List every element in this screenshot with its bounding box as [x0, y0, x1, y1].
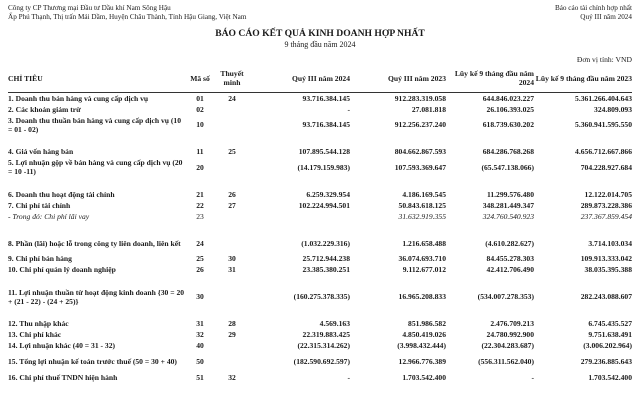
row-ytd-2023: 289.873.228.386 — [580, 200, 632, 210]
row-item: 7. Chi phí tài chính — [8, 200, 71, 210]
row-ytd-2024: 42.412.706.490 — [486, 265, 534, 275]
row-note — [214, 287, 250, 307]
table-row — [8, 372, 632, 383]
row-item: 15. Tổng lợi nhuận kế toán trước thuế (50 = 30 + 40) — [8, 357, 177, 366]
table-row — [8, 329, 632, 340]
row-q3-2023: 12.966.776.389 — [398, 357, 446, 366]
row-ytd-2024: (65.547.138.066) — [481, 162, 534, 172]
row-q3-2024 — [250, 211, 350, 222]
row-ytd-2023: 704.228.927.684 — [580, 162, 632, 172]
row-ytd-2024: (556.311.562.040) — [478, 357, 534, 366]
row-q3-2024: 22.319.883.425 — [302, 330, 350, 340]
table-row — [8, 188, 632, 199]
row-note: 26 — [228, 189, 236, 199]
row-ytd-2023: 237.367.859.454 — [580, 211, 632, 221]
row-ytd-2024: (534.007.278.353) — [477, 292, 534, 302]
row-code: 25 — [196, 254, 204, 264]
row-q3-2023: 912.256.237.240 — [394, 120, 446, 130]
col-header-ytd-2024: Lũy kế 9 tháng đầu năm 2024 — [454, 69, 534, 87]
spacer-cell — [8, 222, 632, 233]
col-header-note: Thuyết minh — [220, 69, 244, 87]
row-ytd-2023: 5.360.941.595.550 — [575, 120, 632, 130]
table-row — [8, 157, 632, 177]
row-item: 1. Doanh thu bán hàng và cung cấp dịch vụ — [8, 93, 149, 103]
col-header-q3-2024: Quý III năm 2024 — [291, 73, 350, 83]
row-code: 23 — [196, 211, 204, 221]
row-item: 13. Chi phí khác — [8, 330, 62, 340]
row-note: 24 — [228, 93, 236, 103]
row-q3-2023: 50.843.618.125 — [398, 200, 446, 210]
table-row — [8, 233, 632, 253]
row-ytd-2024: 26.106.393.025 — [486, 104, 534, 114]
row-code: 24 — [196, 238, 204, 248]
row-q3-2023: 4.850.419.026 — [402, 330, 446, 340]
col-header-item: CHỈ TIÊU — [8, 73, 43, 83]
table-row — [8, 287, 632, 307]
row-note — [214, 211, 250, 222]
row-item: 6. Doanh thu hoạt động tài chính — [8, 189, 115, 199]
row-q3-2023: 1.216.658.488 — [402, 238, 446, 248]
row-note: 28 — [228, 319, 236, 329]
income-statement-table — [8, 64, 632, 383]
col-header-ytd-2023: Lũy kế 9 tháng đầu năm 2023 — [535, 73, 632, 83]
row-q3-2023: 851.986.582 — [408, 319, 446, 329]
row-ytd-2024: (4.610.282.627) — [485, 238, 534, 248]
row-note: 27 — [228, 200, 236, 210]
spacer-row — [8, 276, 632, 287]
row-item: 9. Chi phí bán hàng — [8, 254, 72, 264]
row-ytd-2023: 4.656.712.667.866 — [575, 147, 632, 157]
row-note: 30 — [228, 254, 236, 264]
table-body — [8, 93, 632, 383]
row-ytd-2024: 618.739.630.202 — [482, 120, 534, 130]
table-row — [8, 146, 632, 157]
row-q3-2024: 4.569.163 — [319, 319, 350, 329]
row-q3-2023: 107.593.369.647 — [394, 162, 446, 172]
table-row — [8, 200, 632, 211]
row-code: 26 — [196, 265, 204, 275]
row-code: 22 — [196, 200, 204, 210]
row-q3-2024: (1.032.229.316) — [301, 238, 350, 248]
col-header-code: Mã số — [190, 73, 210, 83]
row-q3-2023: 9.112.677.012 — [402, 265, 446, 275]
report-header — [555, 4, 632, 22]
row-q3-2024: - — [347, 104, 350, 114]
table-row — [8, 115, 632, 135]
row-q3-2023: 1.703.542.400 — [402, 372, 446, 382]
report-title: BÁO CÁO KẾT QUẢ KINH DOANH HỢP NHẤT — [215, 28, 425, 39]
row-note: 29 — [228, 330, 236, 340]
row-q3-2023: 36.074.693.710 — [398, 254, 446, 264]
table-row — [8, 93, 632, 104]
row-q3-2023: 804.662.867.593 — [394, 147, 446, 157]
row-code: 21 — [196, 189, 204, 199]
row-ytd-2023: 5.361.266.404.643 — [575, 93, 632, 103]
row-item: 14. Lợi nhuận khác (40 = 31 - 32) — [8, 341, 116, 351]
row-ytd-2024: 11.299.576.480 — [486, 189, 534, 199]
row-ytd-2024: 84.455.278.303 — [486, 254, 534, 264]
row-q3-2024: 6.259.329.954 — [306, 189, 350, 199]
row-note — [214, 115, 250, 135]
row-ytd-2023: 9.751.638.491 — [588, 330, 632, 340]
table-row — [8, 104, 632, 115]
row-q3-2023: 912.283.319.058 — [394, 93, 446, 103]
row-ytd-2023: 3.714.103.034 — [588, 238, 632, 248]
row-q3-2023: 27.081.818 — [411, 104, 446, 114]
doc-type: Báo cáo tài chính hợp nhất — [554, 4, 632, 12]
row-item: - Trong đó: Chi phí lãi vay — [8, 211, 90, 221]
table-row — [8, 318, 632, 329]
spacer-cell — [8, 177, 632, 188]
row-note — [214, 104, 250, 115]
row-q3-2024: (182.590.692.597) — [293, 357, 350, 366]
row-item: 12. Thu nhập khác — [8, 319, 69, 329]
table-row — [8, 211, 632, 222]
row-q3-2024: 93.716.384.145 — [302, 120, 350, 130]
row-note — [214, 157, 250, 177]
row-ytd-2023: 12.122.014.705 — [584, 189, 632, 199]
row-q3-2024: 25.712.944.238 — [302, 254, 350, 264]
row-item: 2. Các khoản giảm trừ — [8, 104, 81, 114]
row-code: 50 — [196, 357, 204, 366]
row-note — [214, 340, 250, 351]
row-q3-2023: 4.186.169.545 — [402, 189, 446, 199]
row-code: 02 — [196, 104, 204, 114]
row-q3-2024: (160.275.378.335) — [293, 292, 350, 302]
col-header-q3-2023: Quý III năm 2023 — [387, 73, 446, 83]
row-ytd-2023: 1.703.542.400 — [588, 372, 632, 382]
row-item: 4. Giá vốn hàng bán — [8, 147, 74, 157]
spacer-row — [8, 307, 632, 318]
row-code: 51 — [196, 372, 204, 382]
row-note: 25 — [228, 147, 236, 157]
row-item: 11. Lợi nhuận thuần từ hoạt động kinh doanh {30 = 20 + (21 - 22) - (24 + 25)} — [8, 287, 185, 306]
row-code: 10 — [196, 120, 204, 130]
row-ytd-2024: 348.281.449.347 — [482, 200, 534, 210]
row-item: 8. Phần (lãi) hoặc lỗ trong công ty liên doanh, liên kết — [8, 238, 181, 248]
row-q3-2024: - — [347, 372, 350, 382]
row-ytd-2023: 6.745.435.527 — [588, 319, 632, 329]
row-ytd-2024: 24.780.992.900 — [486, 330, 534, 340]
table-row — [8, 340, 632, 351]
row-code: 30 — [196, 292, 204, 302]
report-subtitle: 9 tháng đầu năm 2024 — [284, 40, 356, 49]
row-code: 32 — [196, 330, 204, 340]
row-ytd-2023: 282.243.088.607 — [580, 292, 632, 302]
table-row — [8, 264, 632, 275]
table-row — [8, 352, 632, 372]
row-note: 31 — [228, 265, 236, 275]
spacer-cell — [8, 276, 632, 287]
row-item: 10. Chi phí quản lý doanh nghiệp — [8, 265, 116, 275]
company-address: Ấp Phú Thạnh, Thị trấn Mái Dầm, Huyện Châu Thành, Tỉnh Hậu Giang, Việt Nam — [8, 13, 247, 21]
row-q3-2023: 31.632.919.355 — [398, 211, 446, 221]
row-ytd-2024: (22.304.283.687) — [481, 341, 534, 351]
row-code: 01 — [196, 93, 204, 103]
spacer-row — [8, 222, 632, 233]
row-item: 5. Lợi nhuận gộp về bán hàng và cung cấp dịch vụ (20 = 10 -11) — [8, 158, 183, 177]
row-code: 20 — [196, 162, 204, 172]
row-q3-2024: 102.224.994.501 — [298, 200, 350, 210]
row-ytd-2024: - — [531, 372, 534, 382]
row-ytd-2023: 279.236.885.643 — [580, 357, 632, 366]
row-q3-2023: (3.998.432.444) — [397, 341, 446, 351]
row-note — [214, 233, 250, 253]
row-ytd-2024: 2.476.709.213 — [490, 319, 534, 329]
row-q3-2024: 93.716.384.145 — [302, 93, 350, 103]
company-name: Công ty CP Thương mại Đầu tư Dầu khí Nam Sông Hậu — [8, 4, 171, 12]
row-item: 16. Chi phí thuế TNDN hiện hành — [8, 372, 118, 382]
row-item: 3. Doanh thu thuần bán hàng và cung cấp dịch vụ (10 = 01 - 02) — [8, 115, 182, 134]
row-ytd-2023: 38.035.395.388 — [584, 265, 632, 275]
table-header-row — [8, 64, 632, 93]
row-code: 40 — [196, 341, 204, 351]
row-ytd-2024: 684.286.768.268 — [482, 147, 534, 157]
row-note: 32 — [228, 372, 236, 382]
row-ytd-2023: (3.006.202.964) — [583, 341, 632, 351]
spacer-cell — [8, 135, 632, 146]
row-ytd-2024: 644.846.023.227 — [482, 93, 534, 103]
company-header — [8, 4, 246, 22]
row-q3-2024: (22.315.314.262) — [297, 341, 350, 351]
spacer-row — [8, 135, 632, 146]
row-q3-2023: 16.965.208.833 — [398, 292, 446, 302]
spacer-row — [8, 177, 632, 188]
row-ytd-2023: 324.809.093 — [594, 104, 632, 114]
row-note — [214, 352, 250, 372]
row-ytd-2023: 109.913.333.042 — [580, 254, 632, 264]
row-q3-2024: 107.895.544.128 — [298, 147, 350, 157]
currency-unit: Đơn vị tính: VND — [576, 55, 632, 64]
row-ytd-2024: 324.760.540.923 — [482, 211, 534, 221]
report-period: Quý III năm 2024 — [580, 13, 632, 21]
row-q3-2024: (14.179.159.983) — [297, 162, 350, 172]
row-code: 11 — [196, 147, 204, 157]
table-row — [8, 253, 632, 264]
row-code: 31 — [196, 319, 204, 329]
row-q3-2024: 23.385.380.251 — [302, 265, 350, 275]
spacer-cell — [8, 307, 632, 318]
